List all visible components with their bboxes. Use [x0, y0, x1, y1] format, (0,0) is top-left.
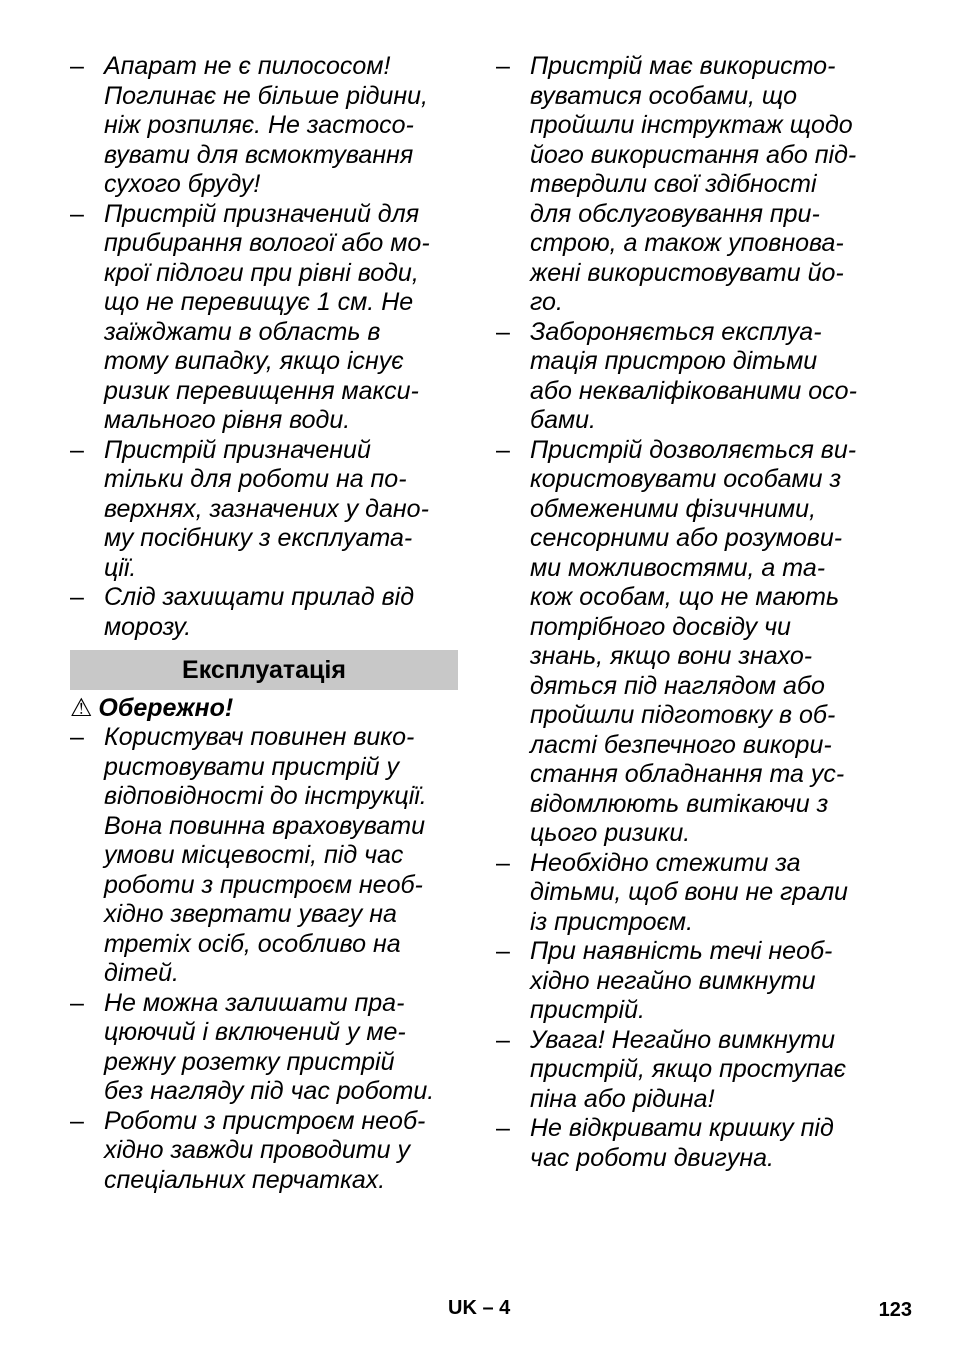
dash-bullet: – — [70, 52, 84, 80]
list-item-text: Увага! Негайно вимкнути пристрій, якщо проступає піна або рідина! — [530, 1025, 847, 1113]
list-item-text: Не можна залишати пра- цюючий і включений у ме- режну розетку пристрій без нагляду під час роботи. — [104, 988, 435, 1105]
dash-bullet: – — [70, 435, 84, 464]
dash-bullet: – — [70, 1106, 84, 1135]
safety-list-right — [496, 52, 888, 1173]
list-item — [496, 52, 888, 318]
list-item — [496, 937, 888, 1026]
safety-list-bottom — [70, 723, 458, 1195]
dash-bullet: – — [496, 52, 510, 80]
dash-bullet: – — [70, 988, 84, 1017]
dash-bullet: – — [496, 435, 510, 464]
list-item-text: Користувач повинен вико- ристовувати пристрій у відповідності до інструкції. Вона повинна враховувати умови місцевості, під час роботи з пристроєм необ- хідно звертати увагу на третіх осіб, особливо на дітей. — [104, 723, 427, 987]
list-item — [496, 849, 888, 938]
warning-label: Обережно! — [98, 694, 234, 722]
dash-bullet: – — [70, 723, 84, 751]
list-item — [70, 200, 458, 436]
list-item-text: Пристрій дозволяється ви- користовувати особами з обмеженими фізичними, сенсорними або розумови- ми можливостями, а та- кож особам, що не мають потрібного досвіду чи знань, якщо вони знахо- дяться під наглядом або пройшли підготовку в об- ласті безпечного викори- стання обладнання та ус- відомлюють витікаючи з цього ризики. — [530, 435, 857, 847]
list-item-text: Необхідно стежити за дітьми, щоб вони не грали із пристроєм. — [530, 848, 848, 936]
warning-triangle-icon: ⚠ — [70, 694, 93, 722]
list-item — [496, 1114, 888, 1173]
warning-notice — [70, 693, 458, 723]
list-item-text: Забороняється експлуа- тація пристрою дітьми або некваліфікованими осо- бами. — [530, 317, 857, 434]
footer-section-label: UK – 4 — [448, 1297, 511, 1319]
dash-bullet: – — [70, 583, 84, 611]
dash-bullet: – — [496, 848, 510, 877]
list-item — [496, 318, 888, 436]
list-item-text: Слід захищати прилад від морозу. — [104, 583, 415, 641]
page-number: 123 — [878, 1299, 912, 1321]
list-item — [70, 436, 458, 584]
dash-bullet: – — [496, 317, 510, 346]
list-item-text: Роботи з пристроєм необ- хідно завжди проводити у спеціальних перчатках. — [104, 1106, 426, 1194]
list-item — [70, 1107, 458, 1196]
dash-bullet: – — [70, 199, 84, 228]
list-item — [70, 52, 458, 200]
list-item — [70, 723, 458, 989]
list-item-text: Пристрій призначений для прибирання вологої або мо- крої підлоги при рівні води, що не перевищує 1 см. Не заїжджати в область в тому випадку, якщо існує ризик перевищення макси- мального рівня води. — [104, 199, 430, 434]
list-item — [70, 989, 458, 1107]
list-item — [70, 583, 458, 642]
dash-bullet: – — [496, 1025, 510, 1054]
list-item-text: Пристрій має використо- вуватися особами, що пройшли інструктаж щодо його використання або під- твердили свої здібності для обслуговування при- строю, а також уповнова- жені використовувати йо- го. — [530, 52, 857, 316]
dash-bullet: – — [496, 937, 510, 965]
list-item-text: Не відкривати кришку під час роботи двигуна. — [530, 1114, 834, 1172]
dash-bullet: – — [496, 1114, 510, 1142]
list-item-text: Апарат не є пилососом! Поглинає не більше рідини, ніж розпиляє. Не застосо- вувати для всмоктування сухого бруду! — [104, 52, 428, 198]
section-heading: Експлуатація — [70, 650, 458, 690]
safety-list-top — [70, 52, 458, 642]
left-column — [70, 52, 458, 1195]
list-item-text: При наявність течі необ- хідно негайно вимкнути пристрій. — [530, 937, 833, 1024]
right-column — [496, 52, 888, 1173]
list-item — [496, 436, 888, 849]
list-item — [496, 1026, 888, 1115]
list-item-text: Пристрій призначений тільки для роботи на по- верхнях, зазначених у дано- му посібнику з експлуата- ції. — [104, 435, 429, 582]
